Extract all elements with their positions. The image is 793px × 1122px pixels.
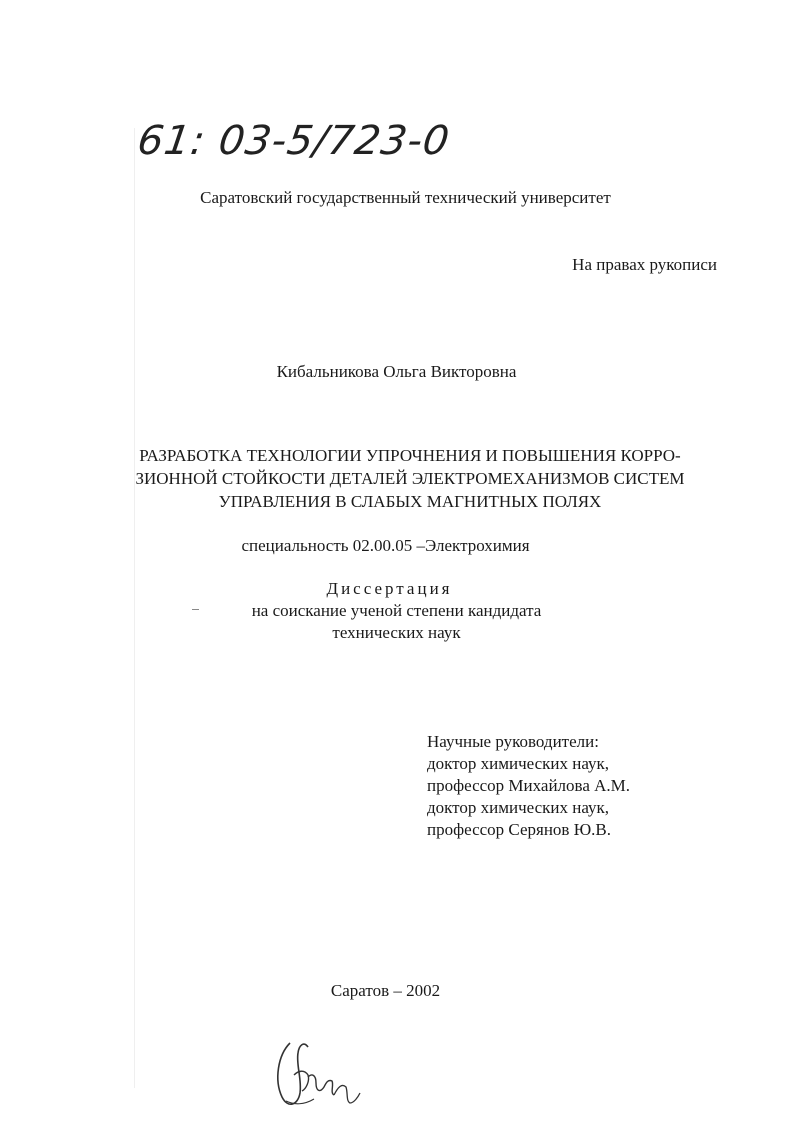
catalog-number-handwritten <box>134 118 458 178</box>
degree-field: технических наук <box>332 623 461 642</box>
title-line: УПРАВЛЕНИЯ В СЛАБЫХ МАГНИТНЫХ ПОЛЯХ <box>218 492 602 511</box>
university-name: Саратовский государственный технический университет <box>200 188 611 207</box>
supervisor-line: доктор химических наук, <box>427 798 610 817</box>
supervisors-block <box>427 731 630 841</box>
dissertation-heading: Диссертация <box>326 579 453 598</box>
degree-line: на соискание ученой степени кандидата <box>251 601 542 620</box>
catalog-number-text: 61: 03-5/723-0 <box>134 118 453 164</box>
dissertation-title <box>110 444 710 513</box>
rights-note: На правах рукописи <box>572 255 717 274</box>
specialty-line: специальность 02.00.05 –Электрохимия <box>241 536 530 555</box>
supervisors-heading: Научные руководители: <box>427 732 599 751</box>
title-line: ЗИОННОЙ СТОЙКОСТИ ДЕТАЛЕЙ ЭЛЕКТРОМЕХАНИЗМОВ СИСТЕМ <box>135 469 685 488</box>
city-year: Саратов – 2002 <box>330 981 441 1000</box>
title-line: РАЗРАБОТКА ТЕХНОЛОГИИ УПРОЧНЕНИЯ И ПОВЫШЕНИЯ КОРРО- <box>139 446 681 465</box>
author-name: Кибальникова Ольга Викторовна <box>276 362 517 381</box>
supervisor-line: профессор Михайлова А.М. <box>427 776 631 795</box>
handwritten-signature <box>268 1035 368 1117</box>
supervisor-line: доктор химических наук, <box>427 754 610 773</box>
dissertation-block <box>0 578 793 644</box>
supervisor-line: профессор Серянов Ю.В. <box>427 820 612 839</box>
